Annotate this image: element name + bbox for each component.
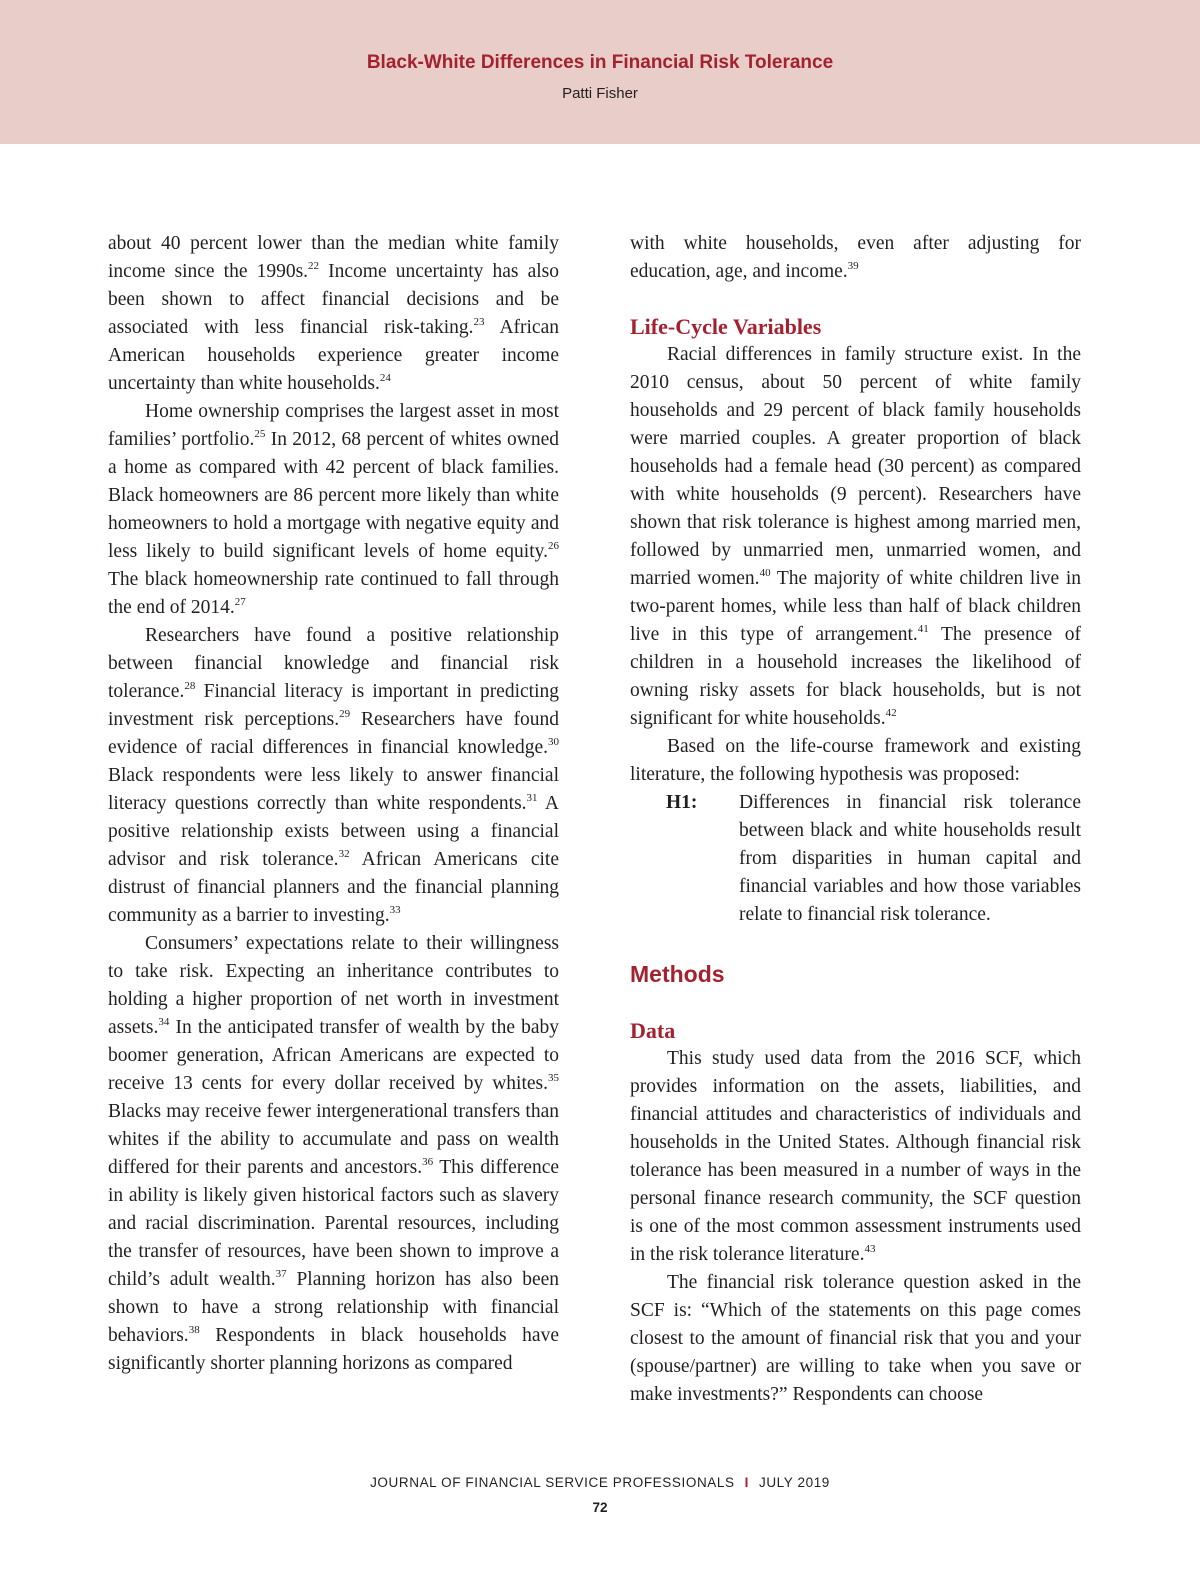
- paragraph: The financial risk tolerance question asked in the SCF is: “Which of the statements on this page comes closest to the amount of financial risk that you and your (spouse/partner) are willing to take when you save or make investments?” Respondents can choose: [630, 1272, 1081, 1405]
- footnote-ref: 36: [422, 1156, 434, 1168]
- subsection-heading-data: Data: [630, 1018, 676, 1043]
- footnote-ref: 26: [548, 540, 559, 552]
- footnote-ref: 38: [188, 1324, 200, 1336]
- footnote-ref: 25: [254, 428, 266, 440]
- left-column: [108, 230, 559, 1378]
- section-heading-methods: Methods: [630, 961, 725, 987]
- footnote-ref: 40: [759, 567, 771, 579]
- footnote-ref: 43: [864, 1243, 876, 1255]
- footnote-ref: 30: [548, 736, 559, 748]
- footnote-ref: 22: [308, 260, 320, 272]
- hypothesis-text: Differences in financial risk tolerance between black and white households result from disparities in human capital and financial variables and how those variables relate to financial risk tolerance.: [739, 792, 1081, 925]
- footnote-ref: 32: [338, 848, 350, 860]
- paragraph: Racial differences in family structure exist. In the 2010 census, about 50 percent of white family households and 29 percent of black family households were married couples. A greater proportion of black households had a female head (30 percent) as compared with white households (9 percent). Researchers have shown that risk tolerance is highest among married men, followed by unmarried men, unmarried women, and married women.$^{40}$ The majority of white children live in two-parent homes, while less than half of black children live in this type of arrangement.$^{41}$ The presence of children in a household increases the likelihood of owning risky assets for black households, but is not significant for white households.$^{42}$: [630, 344, 1081, 729]
- paragraph: Home ownership comprises the largest asset in most families’ portfolio.$^{25}$ In 2012, 68 percent of whites owned a home as compared with 42 percent of black families. Black homeowners are 86 percent more likely than white homeowners to hold a mortgage with negative equity and less likely to build significant levels of home equity.$^{26}$ The black homeownership rate continued to fall through the end of 2014.27: [108, 401, 559, 618]
- paragraph: with white households, even after adjusting for education, age, and income.$^{39}$: [630, 233, 1081, 282]
- footer-separator: I: [744, 1475, 749, 1490]
- footnote-ref: 28: [184, 680, 196, 692]
- right-column: [630, 230, 1081, 1409]
- hypothesis-label: H1:: [666, 792, 698, 813]
- journal-name: JOURNAL OF FINANCIAL SERVICE PROFESSIONALS: [370, 1475, 735, 1490]
- paragraph: about 40 percent lower than the median white family income since the 1990s.$^{22}$ Income uncertainty has also been shown to affect financial decisions and be associated with less financial risk-taking.$^{23}$ African American households experience greater income uncertainty than white households.$^{24}$: [108, 233, 559, 394]
- footnote-ref: 31: [526, 792, 538, 804]
- subsection-heading-life-cycle: Life-Cycle Variables: [630, 314, 822, 339]
- page-number: 72: [592, 1500, 608, 1515]
- footnote-ref: 34: [158, 1016, 170, 1028]
- issue-date: JULY 2019: [758, 1475, 830, 1490]
- footer-journal-line: [0, 1475, 1200, 1490]
- footnote-ref: 27: [234, 596, 246, 608]
- footnote-ref: 24: [379, 372, 391, 384]
- footnote-ref: 23: [473, 316, 485, 328]
- footnote-ref: 42: [885, 707, 897, 719]
- running-author: Patti Fisher: [562, 85, 638, 102]
- footnote-ref: 39: [847, 260, 859, 272]
- running-title: Black-White Differences in Financial Risk Tolerance: [366, 52, 834, 73]
- paragraph: Based on the life-course framework and existing literature, the following hypothesis was proposed:: [630, 736, 1081, 785]
- footnote-ref: 29: [339, 708, 351, 720]
- footnote-ref: 35: [548, 1072, 559, 1084]
- paragraph: This study used data from the 2016 SCF, which provides information on the assets, liabilities, and financial attitudes and characteristics of individuals and households in the United States. Although financial risk tolerance has been measured in a number of ways in the personal finance research community, the SCF question is one of the most common assessment instruments used in the risk tolerance literature.$^{43}$: [630, 1048, 1081, 1265]
- paragraph: Researchers have found a positive relationship between financial knowledge and financial risk tolerance.$^{28}$ Financial literacy is important in predicting investment risk perceptions.$^{29}$ Researchers have found evidence of racial differences in financial knowledge.$^{30}$ Black respondents were less likely to answer financial literacy questions correctly than white respondents.$^{31}$ A positive relationship exists between using a financial advisor and risk tolerance.$^{32}$ African Americans cite distrust of financial planners and the financial planning community as a barrier to investing.$^{33}$: [108, 625, 560, 926]
- hypothesis: [630, 789, 1081, 929]
- paragraph: Consumers’ expectations relate to their willingness to take risk. Expecting an inheritance contributes to holding a higher proportion of net worth in investment assets.$^{34}$ In the anticipated transfer of wealth by the baby boomer generation, African Americans are expected to receive 13 cents for every dollar received by whites.$^{35}$ Blacks may receive fewer intergenerational transfers than whites if the ability to accumulate and pass on wealth differed for their parents and ancestors.$^{36}$ This difference in ability is likely given historical factors such as slavery and racial discrimination. Parental resources, including the transfer of resources, have been shown to improve a child’s adult wealth.$^{37}$ Planning horizon has also been shown to have a strong relationship with financial behaviors.$^{38}$ Respondents in black households have significantly shorter planning horizons as compared: [108, 933, 560, 1374]
- footnote-ref: 33: [389, 904, 401, 916]
- footnote-ref: 37: [275, 1268, 287, 1280]
- footnote-ref: 41: [917, 623, 929, 635]
